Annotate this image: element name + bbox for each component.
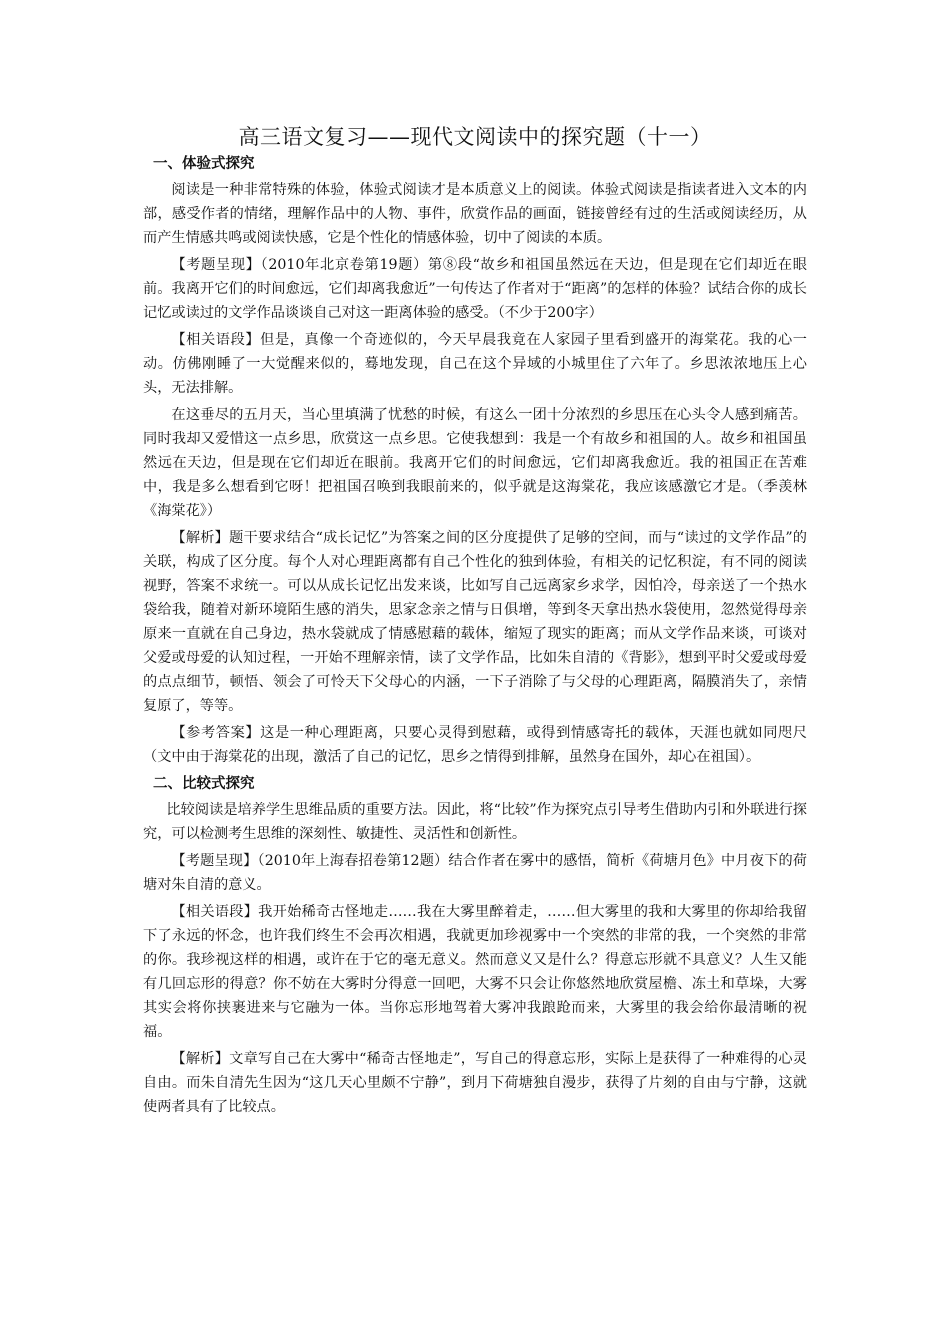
document-body: [143, 122, 807, 1122]
paragraph-reference-answer-1: 【参考答案】这是一种心理距离，只要心灵得到慰藉，或得到情感寄托的载体，天涯也就如同咫尺（文中由于海棠花的出现，激活了自己的记忆，思乡之情得到排解，虽然身在国外，却心在祖国）。: [143, 725, 807, 765]
paragraph-related-passage-2: 【相关语段】我开始稀奇古怪地走……我在大雾里醉着走，……但大雾里的我和大雾里的你却给我留下了永远的怀念，也许我们终生不会再次相遇，我就更加珍视雾中一个突然的非常的我，一个突然的非常的你。我珍视这样的相遇，或许在于它的毫无意义。然而意义又是什么？得意忘形就不具意义？人生又能有几回忘形的得意？你不妨在大雾时分得意一回吧，大雾不只会让你悠然地欣赏屋檐、冻土和草垛，大雾其实会将你挟裹进来与它融为一体。当你忘形地驾着大雾冲我踉跄而来，大雾里的我会给你最清晰的祝福。: [143, 904, 807, 1040]
section-heading-experiential: 一、体验式探究: [153, 156, 255, 172]
paragraph-analysis-1: 【解析】题干要求结合“成长记忆”为答案之间的区分度提供了足够的空间，而与“读过的文学作品”的关联，构成了区分度。每个人对心理距离都有自己个性化的独到体验，有相关的记忆积淀，有不同的阅读视野，答案不求统一。可以从成长记忆出发来谈，比如写自己远离家乡求学，因怕冷，母亲送了一个热水袋给我，随着对新环境陌生感的消失，思家念亲之情与日俱增，等到冬天拿出热水袋使用，忽然觉得母亲原来一直就在自己身边，热水袋就成了情感慰藉的载体，缩短了现实的距离；而从文学作品来谈，可谈对父爱或母爱的认知过程，一开始不理解亲情，读了文学作品，比如朱自清的《背影》，想到平时父爱或母爱的点点细节，顿悟、领会了可怜天下父母心的内涵，一下子消除了与父母的心理距离，隔膜消失了，亲情复原了，等等。: [143, 530, 807, 714]
paragraph-exam-question-2: 【考题呈现】（2010年上海春招卷第12题）结合作者在雾中的感悟，简析《荷塘月色》中月夜下的荷塘对朱自清的意义。: [143, 853, 807, 893]
paragraph-analysis-2: 【解析】文章写自己在大雾中“稀奇古怪地走”，写自己的得意忘形，实际上是获得了一种难得的心灵自由。而朱自清先生因为“这几天心里颇不宁静”，到月下荷塘独自漫步，获得了片刻的自由与宁静，这就使两者具有了比较点。: [143, 1051, 807, 1115]
section-heading-comparative: 二、比较式探究: [153, 776, 255, 792]
paragraph-exam-question-1: 【考题呈现】（2010年北京卷第19题）第⑧段“故乡和祖国虽然远在天边，但是现在它们却近在眼前。我离开它们的时间愈远，它们却离我愈近”一句传达了作者对于“距离”的怎样的体验？试结合你的成长记忆或读过的文学作品谈谈自己对这一距离体验的感受。（不少于200字）: [143, 257, 807, 321]
paragraph-related-passage-1-cont: 在这垂尽的五月天，当心里填满了忧愁的时候，有这么一团十分浓烈的乡思压在心头令人感到痛苦。同时我却又爱惜这一点乡思，欣赏这一点乡思。它使我想到：我是一个有故乡和祖国的人。故乡和祖国虽然远在天边，但是现在它们却近在眼前。我离开它们的时间愈远，它们却离我愈近。我的祖国正在苦难中，我是多么想看到它呀！把祖国召唤到我眼前来的，似乎就是这海棠花，我应该感激它才是。（季羡林《海棠花》）: [143, 407, 807, 519]
paragraph-related-passage-1: 【相关语段】但是，真像一个奇迹似的，今天早晨我竟在人家园子里看到盛开的海棠花。我的心一动。仿佛刚睡了一大觉醒来似的，蓦地发现，自己在这个异域的小城里住了六年了。乡思浓浓地压上心头，无法排解。: [143, 332, 807, 396]
paragraph-intro-experiential: 阅读是一种非常特殊的体验，体验式阅读才是本质意义上的阅读。体验式阅读是指读者进入文本的内部，感受作者的情绪，理解作品中的人物、事件，欣赏作品的画面，链接曾经有过的生活或阅读经历，从而产生情感共鸣或阅读快感，它是个性化的情感体验，切中了阅读的本质。: [143, 182, 807, 246]
paragraph-intro-comparative: 比较阅读是培养学生思维品质的重要方法。因此，将“比较”作为探究点引导考生借助内引和外联进行探究，可以检测考生思维的深刻性、敏捷性、灵活性和创新性。: [143, 802, 807, 842]
page-title: 高三语文复习——现代文阅读中的探究题（十一）: [238, 125, 712, 149]
